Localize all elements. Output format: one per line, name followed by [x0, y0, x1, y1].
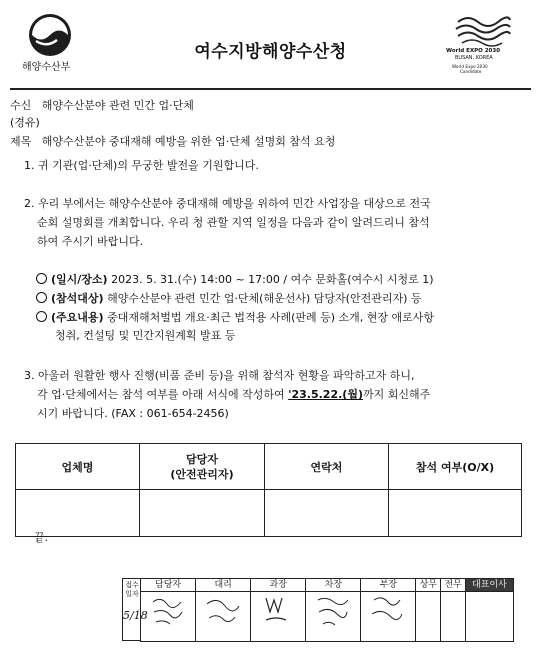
header-attendance: 참석 여부(O/X)	[389, 444, 522, 490]
ministry-name: 해양수산부	[22, 62, 71, 73]
handwritten-signature-icon	[203, 592, 243, 632]
approval-role: 차장	[306, 579, 361, 592]
recipient-line	[10, 100, 194, 111]
expo-logo-line1: World EXPO 2030	[446, 48, 501, 54]
document-end: 끝.	[34, 531, 49, 544]
paragraph-3-text-end: 까지 회신해주	[362, 388, 431, 401]
item-content	[36, 311, 434, 323]
receipt-date-box	[122, 578, 148, 641]
signature-cell	[416, 592, 441, 642]
signature-cell	[141, 592, 196, 642]
signature-cell	[251, 592, 306, 642]
item-text: 중대재해처벌법 개요·최근 법적용 사례(판례 등) 소개, 현장 애로사항	[107, 311, 435, 324]
paragraph-3-line2	[37, 389, 430, 400]
attendance-form-table	[15, 443, 522, 537]
signature-cell	[465, 592, 513, 642]
signature-cell	[441, 592, 466, 642]
item-target	[36, 292, 421, 304]
item-schedule	[36, 273, 434, 285]
expo-logo-icon	[452, 14, 514, 48]
cell-contact-person[interactable]	[140, 490, 265, 537]
approval-grid	[140, 578, 514, 642]
table-row	[16, 490, 522, 537]
handwritten-signature-icon	[258, 592, 298, 632]
paragraph-2-line2: 순회 설명회를 개최합니다. 우리 청 관할 지역 일정을 다음과 같이 알려드리니 참석	[37, 216, 430, 229]
approval-role: 상무	[416, 579, 441, 592]
subject-line	[10, 136, 335, 147]
receipt-date-mark: 5/18	[123, 609, 148, 622]
approval-role: 대리	[196, 579, 251, 592]
recipient-value: 해양수산분야 관련 민간 업·단체	[41, 99, 194, 112]
cell-phone[interactable]	[265, 490, 389, 537]
header-divider	[10, 88, 531, 90]
table-header-row	[16, 444, 522, 490]
item-label: (일시/장소)	[51, 273, 108, 286]
approval-role: 담당자	[141, 579, 196, 592]
header-phone: 연락처	[265, 444, 389, 490]
paragraph-3-line3: 시기 바랍니다. (FAX : 061-654-2456)	[37, 407, 229, 420]
approval-role: 부장	[361, 579, 416, 592]
paragraph-1: 1. 귀 기관(업·단체)의 무궁한 발전을 기원합니다.	[24, 159, 259, 172]
approval-role-ceo: 대표이사	[465, 579, 513, 592]
item-label: (참석대상)	[51, 292, 104, 305]
office-title: 여수지방해양수산청	[194, 42, 347, 62]
expo-logo-line2: BUSAN, KOREA	[455, 55, 493, 61]
bullet-circle-icon	[36, 311, 47, 322]
paragraph-3-text: 각 업·단체에서는 참석 여부를 아래 서식에 작성하여	[37, 388, 289, 401]
subject-label: 제목	[10, 135, 32, 148]
item-text: 2023. 5. 31.(수) 14:00 ~ 17:00 / 여수 문화홀(여수시 시청로 1)	[111, 273, 434, 286]
handwritten-signature-icon	[368, 592, 408, 632]
approval-header-row	[141, 579, 514, 592]
via-line: (경유)	[10, 116, 40, 129]
paragraph-2-line1: 2. 우리 부에서는 해양수산분야 중대재해 예방을 위하여 민간 사업장을 대상으로 전국	[24, 197, 431, 210]
cell-attendance[interactable]	[389, 490, 522, 537]
signature-cell	[306, 592, 361, 642]
header-company: 업체명	[16, 444, 140, 490]
signature-cell	[361, 592, 416, 642]
paragraph-3-line1: 3. 아울러 원활한 행사 진행(비품 준비 등)을 위해 참석자 현황을 파악하고자 하니,	[24, 369, 415, 382]
signature-cell	[196, 592, 251, 642]
paragraph-2-line3: 하여 주시기 바랍니다.	[37, 235, 144, 248]
approval-role: 과장	[251, 579, 306, 592]
receipt-date-label: 접수 일자	[125, 581, 139, 598]
approval-signature-row	[141, 592, 514, 642]
item-text: 해양수산분야 관련 민간 업·단체(해운선사) 담당자(안전관리자) 등	[107, 292, 422, 305]
expo-logo-line4: Candidate	[460, 69, 482, 74]
reply-deadline: '23.5.22.(월)	[288, 388, 363, 401]
cell-company[interactable]	[16, 490, 140, 537]
item-content-continued: 청취, 컨설팅 및 민간지원계획 발표 등	[55, 329, 236, 342]
subject-value: 해양수산분야 중대재해 예방을 위한 업·단체 설명회 참석 요청	[41, 135, 336, 148]
recipient-label: 수신	[10, 99, 32, 112]
handwritten-signature-icon	[148, 592, 188, 632]
approval-role: 전무	[441, 579, 466, 592]
bullet-circle-icon	[36, 292, 47, 303]
handwritten-signature-icon	[313, 592, 353, 632]
item-label: (주요내용)	[51, 311, 104, 324]
header-contact-person: 담당자 (안전관리자)	[140, 444, 265, 490]
expo-logo-line3: World Expo 2030	[452, 64, 488, 69]
bullet-circle-icon	[36, 273, 47, 284]
